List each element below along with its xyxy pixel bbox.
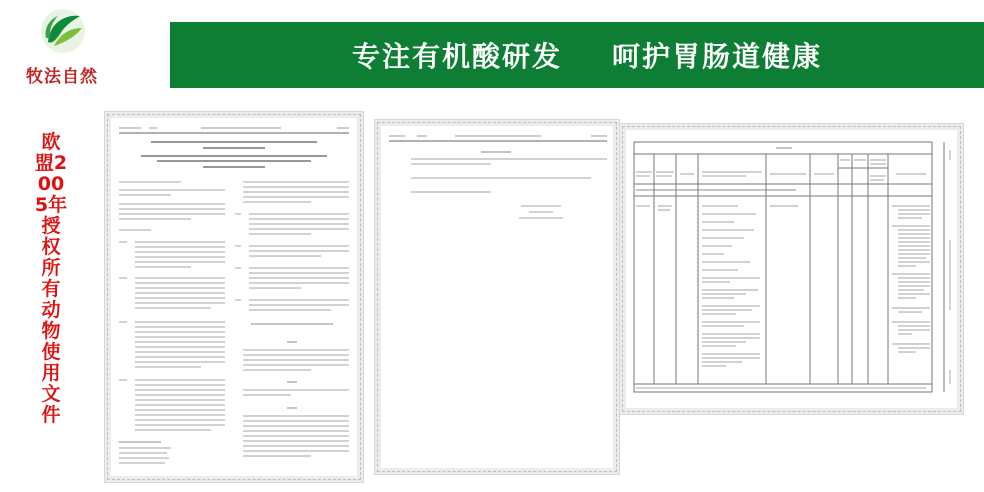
- document-page-image: [381, 126, 613, 468]
- eu-regulation-annex-table: [626, 130, 957, 408]
- eu-regulation-page-1: [111, 118, 357, 476]
- brand-logo: [18, 8, 106, 92]
- document-page-image: [626, 130, 957, 408]
- side-title-text: 欧盟2005年授权所有动物使用文件: [34, 131, 68, 426]
- side-title: [34, 132, 68, 426]
- eu-regulation-page-2: [381, 126, 613, 468]
- slogan-text: [170, 22, 984, 88]
- slogan-part-1: 专注有机酸研发: [351, 40, 562, 73]
- slogan-banner: [170, 22, 984, 88]
- document-page-image: [111, 118, 357, 476]
- leaf-logo-icon: [40, 8, 86, 54]
- brand-name: 牧法自然: [26, 67, 98, 87]
- slogan-part-2: 呵护胃肠道健康: [612, 40, 823, 73]
